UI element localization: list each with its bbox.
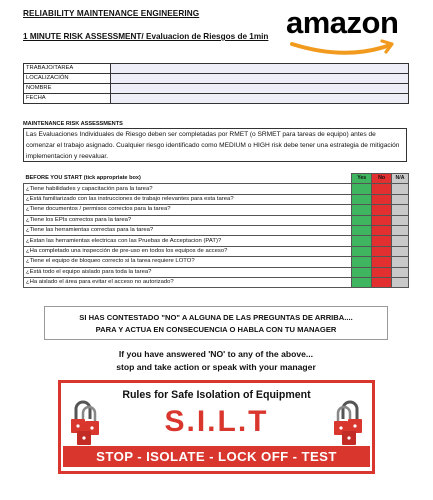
amazon-smile-arrow-icon [286,11,411,57]
before-you-start-checklist [23,173,409,288]
checklist-row [24,194,409,204]
na-checkbox[interactable] [392,246,409,256]
no-checkbox[interactable] [372,267,392,277]
checklist-header: BEFORE YOU START (tick appropriate box) [24,174,352,184]
checklist-question: ¿Tiene las herramientas correctas para la tarea? [24,225,352,235]
spanish-warning-box [44,306,388,340]
na-checkbox[interactable] [392,215,409,225]
maintenance-risk-title: MAINTENANCE RISK ASSESSMENTS [23,121,123,127]
checklist-row [24,267,409,277]
no-checkbox[interactable] [372,215,392,225]
no-checkbox[interactable] [372,277,392,287]
name-field[interactable] [111,84,409,94]
no-checkbox[interactable] [372,236,392,246]
na-checkbox[interactable] [392,184,409,194]
na-checkbox[interactable] [392,205,409,215]
padlock-hasp-icon [69,399,103,447]
job-info-table [23,63,409,104]
info-label: TRABAJO/TAREA [24,64,111,74]
info-row-date [24,94,409,104]
na-checkbox[interactable] [392,225,409,235]
document-title: RELIABILITY MAINTENANCE ENGINEERING [23,9,200,18]
checklist-row [24,225,409,235]
checklist-row [24,205,409,215]
english-warning [44,348,388,374]
checklist-question: ¿Tiene los EPIs correctos para la tarea? [24,215,352,225]
na-checkbox[interactable] [392,257,409,267]
date-field[interactable] [111,94,409,104]
checklist-question: ¿Ha aislado el área para evitar el acceso no autorizado? [24,277,352,287]
checklist-row [24,257,409,267]
checklist-question: ¿Tiene habilidades y capacitación para la tarea? [24,184,352,194]
info-row-task [24,64,409,74]
yes-checkbox[interactable] [352,194,372,204]
yes-checkbox[interactable] [352,277,372,287]
checklist-question: ¿Tiene el equipo de bloqueo correcto si la tarea requiere LOTO? [24,257,352,267]
amazon-logo [286,5,411,57]
checklist-row [24,277,409,287]
english-warning-line1: If you have answered 'NO' to any of the above... [118,349,314,359]
checklist-row [24,184,409,194]
padlock-hasp-icon [330,399,364,447]
document-subtitle: 1 MINUTE RISK ASSESSMENT/ Evaluacion de Riesgos de 1min [23,32,269,41]
checklist-question: ¿Está todo el equipo aislado para toda la tarea? [24,267,352,277]
english-warning-line2: stop and take action or speak with your manager [116,362,316,372]
yes-checkbox[interactable] [352,215,372,225]
checklist-question: ¿Tiene documentos / permisos correctos para la tarea? [24,205,352,215]
info-label: FECHA [24,94,111,104]
yes-checkbox[interactable] [352,184,372,194]
no-checkbox[interactable] [372,257,392,267]
silt-banner [58,380,375,474]
no-column-header: No [372,174,392,184]
amazon-logo-text: amazon [286,5,399,40]
info-label: NOMBRE [24,84,111,94]
yes-checkbox[interactable] [352,257,372,267]
task-field[interactable] [111,64,409,74]
checklist-row [24,236,409,246]
info-row-name [24,84,409,94]
silt-acronym: S.I.L.T [164,405,269,438]
checklist-row [24,246,409,256]
checklist-header-row [24,174,409,184]
checklist-question: ¿Estan las herramientas electricas con las Pruebas de Acceptacion (PAT)? [24,236,352,246]
na-checkbox[interactable] [392,194,409,204]
location-field[interactable] [111,74,409,84]
spanish-warning-line1: SI HAS CONTESTADO "NO" A ALGUNA DE LAS PREGUNTAS DE ARRIBA.... [79,313,353,322]
spanish-warning-line2: PARA Y ACTUA EN CONSECUENCIA O HABLA CON TU MANAGER [95,325,337,334]
no-checkbox[interactable] [372,194,392,204]
checklist-question: ¿Está familiarizado con las instrucciones de trabajo relevantes para esta tarea? [24,194,352,204]
checklist-row [24,215,409,225]
checklist-question: ¿Ha completado una inspección de pre-uso en todos los equipos de acceso? [24,246,352,256]
info-label: LOCALIZACIÓN [24,74,111,84]
maintenance-risk-text: Las Evaluaciones Individuales de Riesgo deben ser completadas por RMET (o SRMET para tareas de equipo) antes de comenzar el trabajo asignado. Cualquier riesgo identificado como MEDIUM o HIGH risk debe tener una estrategia de mitigación implementacion y reevaluar. [23,128,407,162]
yes-checkbox[interactable] [352,225,372,235]
yes-checkbox[interactable] [352,267,372,277]
na-checkbox[interactable] [392,236,409,246]
yes-checkbox[interactable] [352,246,372,256]
yes-checkbox[interactable] [352,236,372,246]
silt-footer: STOP - ISOLATE - LOCK OFF - TEST [63,446,370,467]
yes-checkbox[interactable] [352,205,372,215]
no-checkbox[interactable] [372,246,392,256]
no-checkbox[interactable] [372,205,392,215]
no-checkbox[interactable] [372,225,392,235]
na-column-header: N/A [392,174,409,184]
info-row-location [24,74,409,84]
na-checkbox[interactable] [392,267,409,277]
no-checkbox[interactable] [372,184,392,194]
silt-title: Rules for Safe Isolation of Equipment [122,389,311,401]
yes-column-header: Yes [352,174,372,184]
na-checkbox[interactable] [392,277,409,287]
